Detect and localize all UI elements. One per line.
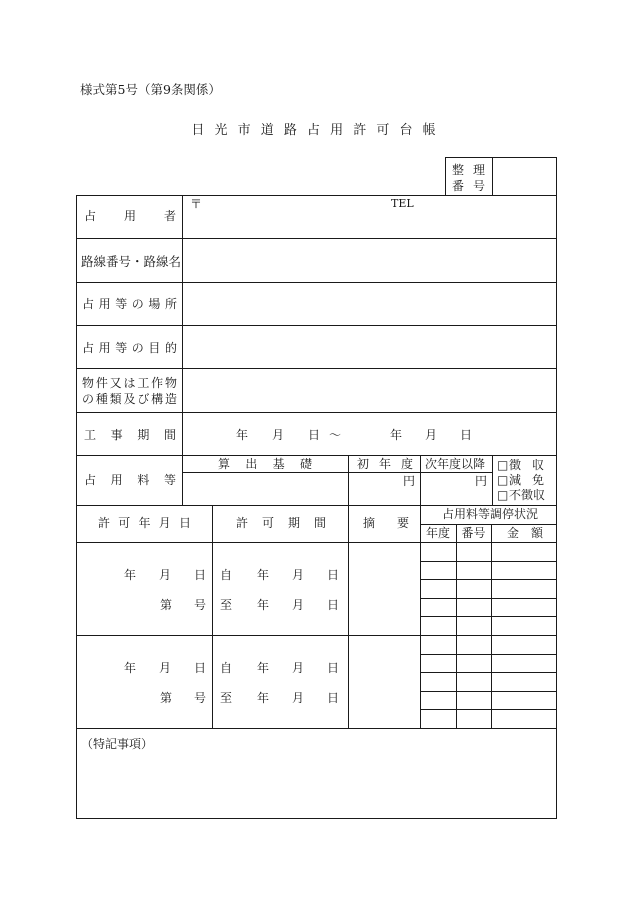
permit-divider-year <box>456 524 457 729</box>
permit-number-header: 番号 <box>461 526 486 540</box>
rule-occupant-bottom <box>76 238 557 239</box>
seiri-box-top <box>445 157 557 158</box>
permit-divider-period <box>348 505 349 729</box>
permit-ledger-row-rule <box>420 691 557 692</box>
permit-to-ymd: 年 月 日 <box>257 691 339 705</box>
permit-amount-header: 金 額 <box>507 526 543 540</box>
permit-table-right <box>556 505 557 819</box>
permit-number: 第 号 <box>160 598 206 612</box>
rule-place-bottom <box>76 325 557 326</box>
permit-status-title-rule <box>420 524 557 525</box>
form-number: 様式第5号（第9条関係） <box>80 82 221 97</box>
document-title: 日 光 市 道 路 占 用 許 可 台 帳 <box>191 123 439 138</box>
fee-status-checkbox: □ <box>497 488 509 502</box>
main-table-bottom <box>76 505 557 506</box>
permit-divider-date <box>212 505 213 729</box>
seiri-label-line2: 番 号 <box>452 179 485 193</box>
permit-date-ymd: 年 月 日 <box>124 661 206 675</box>
period-start-ymd: 年 月 日 <box>236 428 320 442</box>
fee-status-label: 減 免 <box>509 473 544 487</box>
permit-header-bottom <box>76 542 557 543</box>
permit-from-ymd: 年 月 日 <box>257 661 339 675</box>
permit-ledger-row-rule <box>420 654 557 655</box>
rule-period-bottom <box>76 455 557 456</box>
permit-from-label: 自 <box>220 661 233 675</box>
fee-status-label: 不徴収 <box>509 488 546 502</box>
permit-status-title: 占用料等調停状況 <box>442 507 539 521</box>
permit-number: 第 号 <box>160 691 206 705</box>
main-table-right <box>556 195 557 506</box>
structure-label-line1: 物 件 又 は 工 作 物 <box>82 376 177 390</box>
occupant-label: 占 用 者 <box>84 209 176 223</box>
fee-divider-basis <box>348 455 349 506</box>
fee-label: 占 用 料 等 <box>84 473 176 487</box>
tel-label: TEL <box>391 197 414 210</box>
permit-to-label: 至 <box>220 691 233 705</box>
notes-box-bottom <box>76 818 557 819</box>
permit-ledger-row-rule <box>420 579 557 580</box>
period-tilde: ～ <box>329 428 342 442</box>
permit-year-header: 年度 <box>425 526 450 540</box>
permit-ledger-row-rule <box>420 672 557 673</box>
permit-block-bottom <box>76 728 557 729</box>
fee-status-checkbox: □ <box>497 458 509 472</box>
seiri-box-left <box>445 157 446 196</box>
fee-yen-first: 円 <box>403 474 416 488</box>
permit-summary-header: 摘 要 <box>363 516 409 530</box>
permit-ledger-row-rule <box>420 616 557 617</box>
fee-header-rule <box>182 472 493 473</box>
purpose-label: 占 用 等 の 目 的 <box>82 341 177 355</box>
notes-label: （特記事項） <box>81 737 154 751</box>
permit-period-header: 許 可 期 間 <box>236 516 326 530</box>
fee-status-checkbox: □ <box>497 473 509 487</box>
permit-to-label: 至 <box>220 598 233 612</box>
permit-block-bottom <box>76 635 557 636</box>
fee-divider-next <box>492 455 493 506</box>
permit-ledger-row-rule <box>420 709 557 710</box>
fee-basis-header: 算 出 基 礎 <box>218 457 312 471</box>
permit-date-header: 許 可 年 月 日 <box>98 516 191 530</box>
permit-date-ymd: 年 月 日 <box>124 568 206 582</box>
label-column-divider <box>182 195 183 506</box>
fee-next-year-header: 次年度以降 <box>425 457 486 471</box>
period-label: 工 事 期 間 <box>84 428 176 442</box>
seiri-label-line1: 整 理 <box>452 163 485 177</box>
structure-label-line2: の 種 類 及 び 構 造 <box>82 392 177 406</box>
permit-from-label: 自 <box>220 568 233 582</box>
route-label: 路線番号・路線名 <box>81 254 182 269</box>
rule-structure-bottom <box>76 412 557 413</box>
main-table-top <box>76 195 557 196</box>
permit-to-ymd: 年 月 日 <box>257 598 339 612</box>
seiri-box-right <box>556 157 557 196</box>
permit-from-ymd: 年 月 日 <box>257 568 339 582</box>
fee-status-label: 徴 収 <box>509 458 544 472</box>
fee-divider-first <box>420 455 421 506</box>
period-end-ymd: 年 月 日 <box>390 428 472 442</box>
main-table-left <box>76 195 77 506</box>
rule-route-bottom <box>76 282 557 283</box>
place-label: 占 用 等 の 場 所 <box>82 297 177 311</box>
permit-table-left <box>76 505 77 819</box>
seiri-box-divider <box>492 157 493 196</box>
permit-ledger-row-rule <box>420 598 557 599</box>
rule-purpose-bottom <box>76 368 557 369</box>
permit-divider-number <box>491 524 492 729</box>
fee-first-year-header: 初 年 度 <box>357 457 413 471</box>
fee-yen-next: 円 <box>475 474 488 488</box>
permit-ledger-row-rule <box>420 561 557 562</box>
postal-mark: 〒 <box>190 197 203 211</box>
